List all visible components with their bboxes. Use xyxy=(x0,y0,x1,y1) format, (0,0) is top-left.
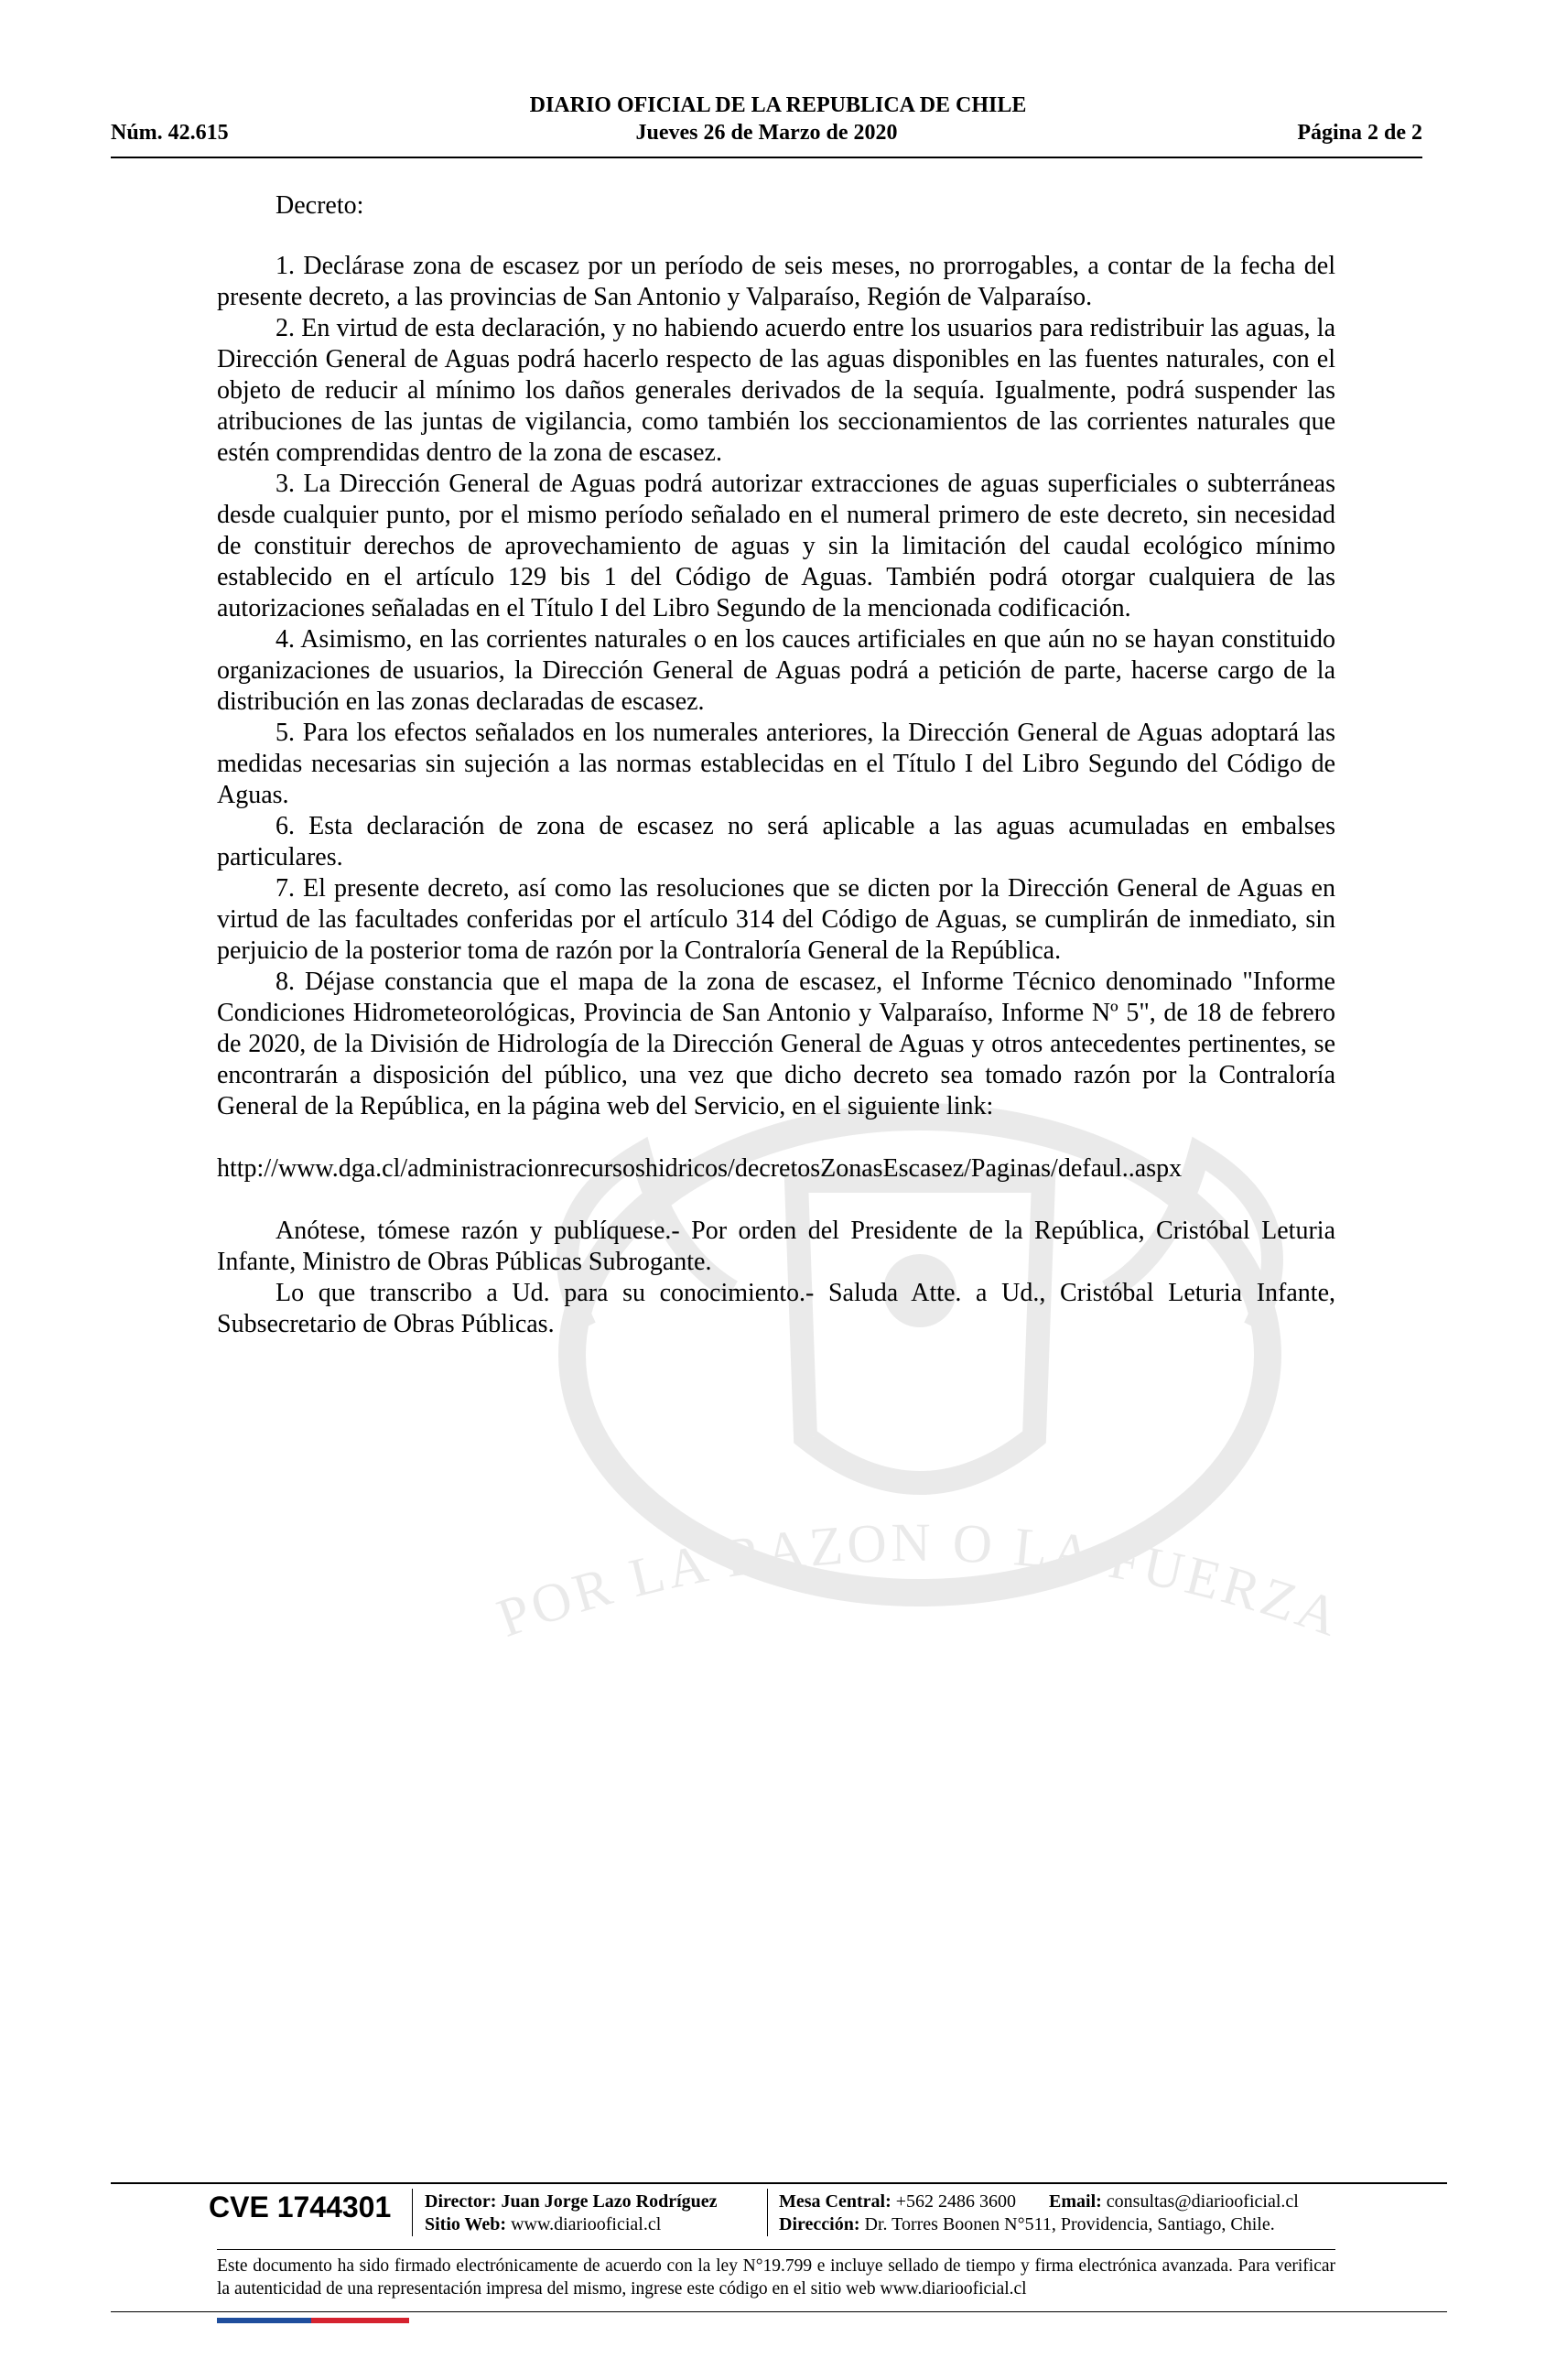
page-indicator: Página 2 de 2 xyxy=(1297,121,1422,145)
issue-date: Jueves 26 de Marzo de 2020 xyxy=(635,121,898,145)
header-divider xyxy=(111,157,1422,158)
article-7: 7. El presente decreto, así como las resoluciones que se dicten por la Dirección General de Aguas en virtud de las facultades conferidas por el artículo 314 del Código de Aguas, se cumplirán de inmediato, sin perjuicio de la posterior toma de razón por la Contraloría General de la República. xyxy=(217,874,1335,965)
article-5: 5. Para los efectos señalados en los numerales anteriores, la Dirección General de Aguas adoptará las medidas necesarias sin sujeción a las normas establecidas en el Título I del Libro Segundo del Código de Aguas. xyxy=(217,719,1335,809)
article-3: 3. La Dirección General de Aguas podrá autorizar extracciones de aguas superficiales o subterráneas desde cualquier punto, por el mismo período señalado en el numeral primero de este decreto, sin necesidad de constituir derechos de aprovechamiento de aguas y sin la limitación del caudal ecológico mínimo establecido en el artículo 129 bis 1 del Código de Aguas. También podrá otorgar cualquiera de las autorizaciones señaladas en el Título I del Libro Segundo de la mencionada codificación. xyxy=(217,470,1335,622)
email-label: Email: xyxy=(1049,2191,1102,2212)
article-2: 2. En virtud de esta declaración, y no habiendo acuerdo entre los usuarios para redistribuir las aguas, la Dirección General de Aguas podrá hacerlo respecto de las aguas disponibles en las fuentes naturales, con el objeto de reducir al mínimo los daños generales derivados de la sequía. Igualmente, podrá suspender las atribuciones de las juntas de vigilancia, como también los seccionamientos de las corrientes naturales que estén comprendidas dentro de la zona de escasez. xyxy=(217,314,1335,467)
director-label: Director: xyxy=(425,2191,497,2212)
director-name: Juan Jorge Lazo Rodríguez xyxy=(501,2191,718,2212)
footer-separator xyxy=(767,2189,768,2236)
issue-number: Núm. 42.615 xyxy=(111,121,229,145)
article-6: 6. Esta declaración de zona de escasez no será aplicable a las aguas acumuladas en embalses particulares. xyxy=(217,812,1335,871)
decreto-label: Decreto: xyxy=(276,191,364,220)
flag-red-segment xyxy=(311,2318,409,2323)
flag-blue-segment xyxy=(217,2318,311,2323)
article-1: 1. Declárase zona de escasez por un período de seis meses, no prorrogables, a contar de la fecha del presente decreto, a las provincias de San Antonio y Valparaíso, Región de Valparaíso. xyxy=(217,252,1335,311)
footer-separator xyxy=(412,2189,413,2236)
phone-number: +562 2486 3600 xyxy=(895,2191,1017,2212)
phone-label: Mesa Central: xyxy=(779,2191,891,2212)
footer-divider-bottom xyxy=(111,2311,1447,2312)
footer-divider-mid xyxy=(217,2249,1335,2250)
address-value: Dr. Torres Boonen N°511, Providencia, Santiago, Chile. xyxy=(864,2214,1275,2234)
web-label: Sitio Web: xyxy=(425,2214,507,2234)
web-link[interactable]: www.diariooficial.cl xyxy=(511,2214,662,2234)
cve-code: CVE 1744301 xyxy=(209,2191,392,2223)
decree-body xyxy=(217,190,1335,1340)
closing-transcription: Lo que transcribo a Ud. para su conocimiento.- Saluda Atte. a Ud., Cristóbal Leturia Infante, Subsecretario de Obras Públicas. xyxy=(217,1279,1335,1338)
article-4: 4. Asimismo, en las corrientes naturales o en los cauces artificiales en que aún no se hayan constituido organizaciones de usuarios, la Dirección General de Aguas podrá a petición de parte, hacerse cargo de la distribución en las zonas declaradas de escasez. xyxy=(217,625,1335,716)
footer-divider-top xyxy=(111,2182,1447,2184)
closing-order: Anótese, tómese razón y publíquese.- Por orden del Presidente de la República, Cristóbal Leturia Infante, Ministro de Obras Públicas Subrogante. xyxy=(217,1217,1335,1276)
email-link[interactable]: consultas@diariooficial.cl xyxy=(1106,2191,1299,2212)
flag-stripe xyxy=(217,2318,409,2323)
newspaper-title: DIARIO OFICIAL DE LA REPUBLICA DE CHILE xyxy=(529,93,1027,117)
electronic-signature-notice: Este documento ha sido firmado electrónicamente de acuerdo con la ley N°19.799 e incluye sellado de tiempo y firma electrónica avanzada. Para verificar la autenticidad de una representación impresa del mismo, ingrese este código en el sitio web www.diariooficial.cl xyxy=(217,2256,1335,2299)
address-label: Dirección: xyxy=(779,2214,860,2234)
footer-director-block xyxy=(425,2191,718,2236)
article-8: 8. Déjase constancia que el mapa de la zona de escasez, el Informe Técnico denominado "Informe Condiciones Hidrometeorológicas, Provincia de San Antonio y Valparaíso, Informe Nº 5", de 18 de febrero de 2020, de la División de Hidrología de la Dirección General de Aguas y otros antecedentes pertinentes, se encontrarán a disposición del público, una vez que dicho decreto sea tomado razón por la Contraloría General de la República, en la página web del Servicio, en el siguiente link: xyxy=(217,968,1335,1120)
watermark-motto: POR LA RAZON O LA FUERZA xyxy=(490,1511,1350,1650)
footer-contact-block xyxy=(779,2191,1299,2236)
dga-link[interactable]: http://www.dga.cl/administracionrecursoshidricos/decretosZonasEscasez/Paginas/defaul..aspx xyxy=(217,1154,1183,1183)
